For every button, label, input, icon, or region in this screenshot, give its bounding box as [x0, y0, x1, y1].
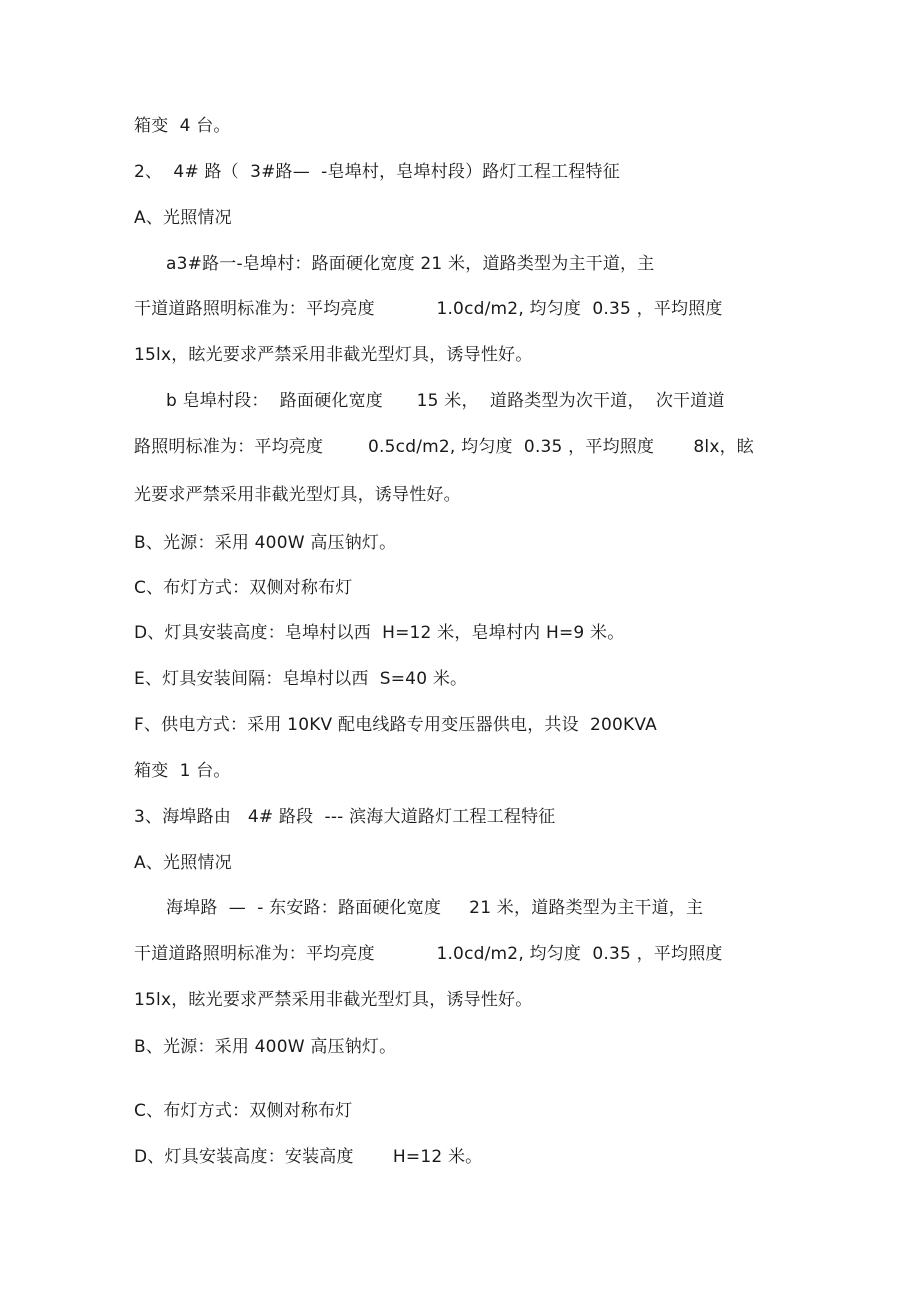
text-line: 路照明标准为：平均亮度 0.5cd/m2, 均匀度 0.35 ，平均照度 8lx，眩: [134, 437, 755, 457]
text-line: 光要求严禁采用非截光型灯具，诱导性好。: [134, 485, 461, 505]
text-line: 干道道路照明标准为：平均亮度 1.0cd/m2, 均匀度 0.35 ，平均照度: [134, 944, 723, 964]
subsection-heading: A、光照情况: [134, 853, 232, 873]
text-line: 15lx，眩光要求严禁采用非截光型灯具，诱导性好。: [134, 990, 533, 1010]
text-line: D、灯具安装高度：安装高度 H=12 米。: [134, 1147, 483, 1167]
text-line: a3#路一-皂埠村：路面硬化宽度 21 米，道路类型为主干道，主: [166, 254, 655, 274]
text-line: B、光源：采用 400W 高压钠灯。: [134, 1037, 397, 1057]
section-heading-2: 2、 4# 路（ 3#路— -皂埠村，皂埠村段）路灯工程工程特征: [134, 162, 620, 182]
text-line: 箱变 4 台。: [134, 116, 231, 136]
text-line: E、灯具安装间隔：皂埠村以西 S=40 米。: [134, 669, 468, 689]
text-line: 干道道路照明标准为：平均亮度 1.0cd/m2, 均匀度 0.35 ，平均照度: [134, 299, 723, 319]
section-heading-3: 3、海埠路由 4# 路段 --- 滨海大道路灯工程工程特征: [134, 807, 556, 827]
text-line: F、供电方式：采用 10KV 配电线路专用变压器供电，共设 200KVA: [134, 715, 657, 735]
text-line: C、布灯方式：双侧对称布灯: [134, 578, 353, 598]
subsection-heading: A、光照情况: [134, 208, 232, 228]
text-line: 海埠路 — - 东安路：路面硬化宽度 21 米，道路类型为主干道，主: [166, 898, 704, 918]
text-line: 15lx，眩光要求严禁采用非截光型灯具，诱导性好。: [134, 345, 533, 365]
text-line: b 皂埠村段： 路面硬化宽度 15 米， 道路类型为次干道， 次干道道: [166, 391, 725, 411]
text-line: C、布灯方式：双侧对称布灯: [134, 1101, 353, 1121]
text-line: B、光源：采用 400W 高压钠灯。: [134, 533, 397, 553]
text-line: 箱变 1 台。: [134, 761, 231, 781]
text-line: D、灯具安装高度：皂埠村以西 H=12 米，皂埠村内 H=9 米。: [134, 623, 625, 643]
